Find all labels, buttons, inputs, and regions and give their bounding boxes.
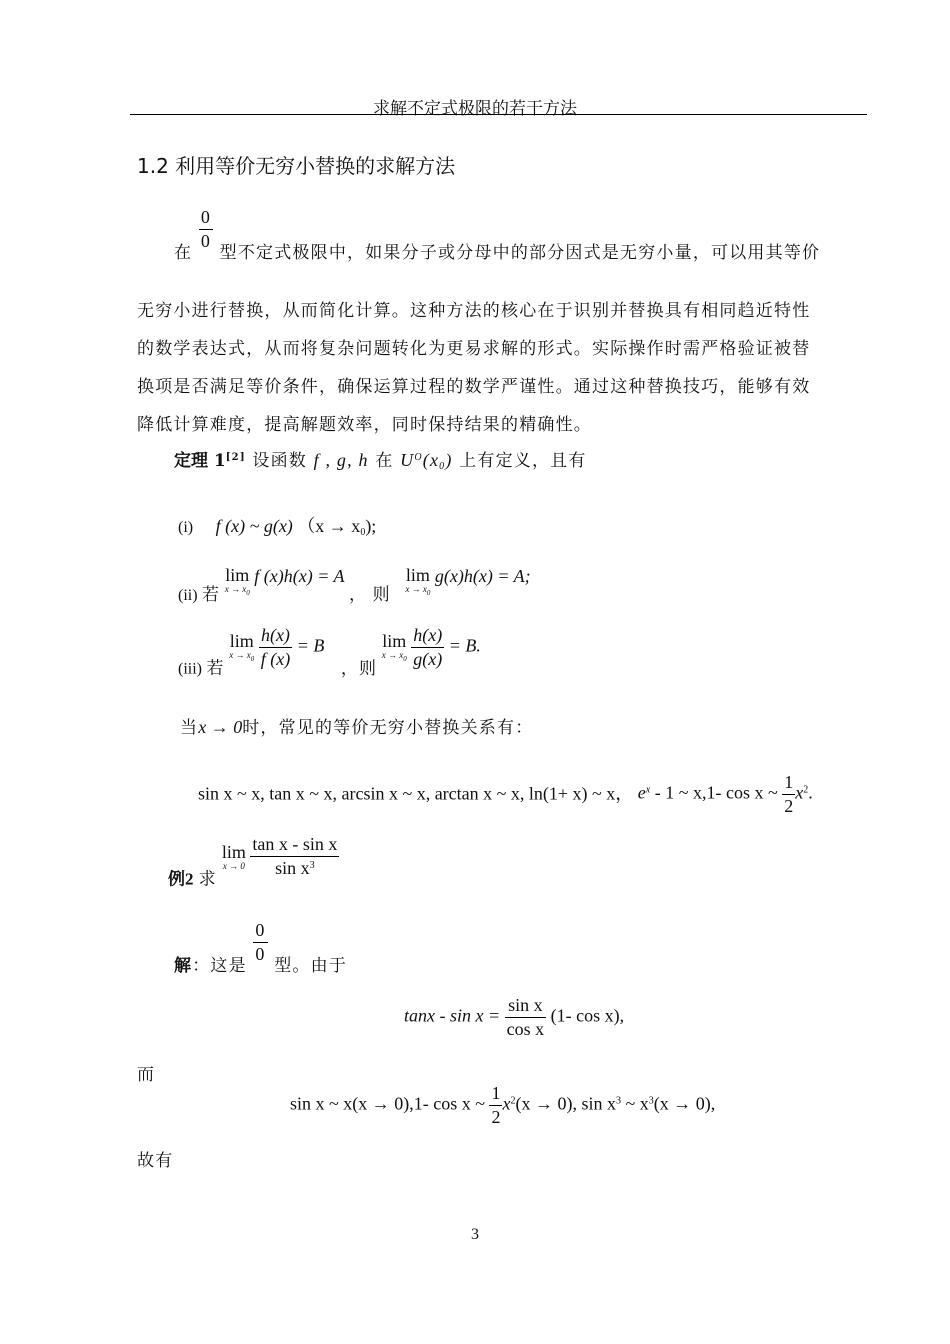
- intro-line-2: 无穷小进行替换，从而简化计算。这种方法的核心在于识别并替换具有相同趋近特性: [137, 301, 811, 321]
- zero-over-zero: $\frac{0}{0}$: [200, 207, 212, 251]
- solution-equation-1: tanx - sin x = $\frac{\text{sin x}}{\text{cos x}}$ (1- cos x),: [404, 995, 625, 1039]
- sin-over-cos: $\frac{\text{sin x}}{\text{cos x}}$: [506, 995, 545, 1039]
- solution-line: 解：这是 $\frac{0}{0}$ 型。由于: [174, 920, 348, 976]
- condition-ii: [178, 566, 531, 605]
- and-text: 而: [137, 1065, 156, 1085]
- theorem-line: [174, 446, 587, 472]
- condition-iii-label: (iii): [178, 660, 202, 678]
- condition-iii-then: ，则: [340, 658, 378, 678]
- section-heading: 1.2 利用等价无穷小替换的求解方法: [137, 154, 456, 178]
- one-half-2: $\frac{1}{2}$: [491, 1083, 501, 1127]
- condition-iii-if: 若: [206, 658, 225, 678]
- intro-prefix: 在: [174, 243, 193, 263]
- common-equivalents-formula: sin x ~ x, tan x ~ x, arcsin x ~ x, arctan x ~ x, ln(1+ x) ~ x， $e^x - 1$ ~ x,1- cos x ~ $\frac{1}{2}$ $x^2$.: [198, 772, 813, 816]
- limit-operator: lim $x \to x_0$: [224, 565, 250, 598]
- one-half: $\frac{1}{2}$: [784, 772, 794, 816]
- intro-first-line: [174, 207, 820, 263]
- page-number: 3: [471, 1226, 479, 1243]
- solution-zero-over-zero: $\frac{0}{0}$: [255, 920, 266, 964]
- intro-line-4: 换项是否满足等价条件，确保运算过程的数学严谨性。通过这种替换技巧，能够有效: [137, 377, 811, 397]
- condition-iii-fraction-1: $\frac{h(x)}{f (x)}$: [260, 625, 291, 669]
- condition-ii-expr2: g(x)h(x) = A;: [434, 566, 531, 586]
- theorem-text-2: 在: [375, 451, 394, 471]
- theorem-text-1: 设函数: [252, 451, 307, 471]
- condition-i-cond: $(x \to x_0)$;: [297, 516, 377, 538]
- therefore-text: 故有: [137, 1151, 174, 1171]
- condition-ii-then: ， 则: [349, 585, 391, 604]
- solution-equation-2: sin x ~ x(x → 0),1- cos x ~ $\frac{1}{2}$ $x^2(x \to 0)$, $\sin x^3$ ~ $x^3(x \to 0)$,: [290, 1083, 716, 1127]
- limit-operator-2: lim $x \to x_0$: [405, 565, 431, 598]
- theorem-label: 定理 1: [174, 451, 226, 471]
- neighborhood: $U^O(x_0)$: [400, 450, 453, 472]
- example-label: 例2: [168, 869, 194, 889]
- condition-i-label: (i): [178, 519, 194, 536]
- example-limit: lim x → 0: [221, 841, 246, 871]
- theorem-functions: f , g, h: [313, 450, 369, 470]
- condition-ii-label: (ii): [178, 587, 198, 604]
- condition-i: [178, 512, 376, 538]
- theorem-text-3: 上有定义，且有: [459, 451, 587, 471]
- condition-iii-fraction-2: $\frac{h(x)}{g(x)}$: [413, 625, 443, 669]
- solution-label: 解: [174, 956, 193, 976]
- condition-iii-eq2: = B.: [448, 635, 481, 656]
- example-text: 求: [198, 869, 217, 890]
- condition-ii-expr1: f (x)h(x) = A: [254, 566, 345, 586]
- common-equivalents-intro: 当x → 0时，常见的等价无穷小替换关系有：: [180, 717, 534, 738]
- intro-line1: 型不定式极限中，如果分子或分母中的部分因式是无穷小量，可以用其等价: [219, 243, 821, 263]
- theorem-citation: [2]: [225, 452, 246, 463]
- intro-line-3: 的数学表达式，从而将复杂问题转化为更易求解的形式。实际操作时需严格验证被替: [137, 339, 811, 359]
- limit-operator-3: lim $x \to x_0$: [229, 631, 255, 663]
- example-fraction: $\frac{\text{tan x - sin x}}{\sin x^3}$: [252, 834, 338, 878]
- condition-ii-if: 若: [202, 585, 221, 604]
- example-2: [168, 834, 339, 890]
- header-rule: [130, 114, 867, 115]
- condition-iii-eq1: = B: [296, 635, 325, 656]
- condition-i-expr: f (x) ~ g(x): [215, 516, 293, 536]
- condition-iii: [178, 625, 481, 679]
- intro-line-5: 降低计算难度，提高解题效率，同时保持结果的精确性。: [137, 415, 592, 435]
- limit-operator-4: lim $x \to x_0$: [381, 631, 407, 663]
- running-header: 求解不定式极限的若干方法: [373, 99, 577, 119]
